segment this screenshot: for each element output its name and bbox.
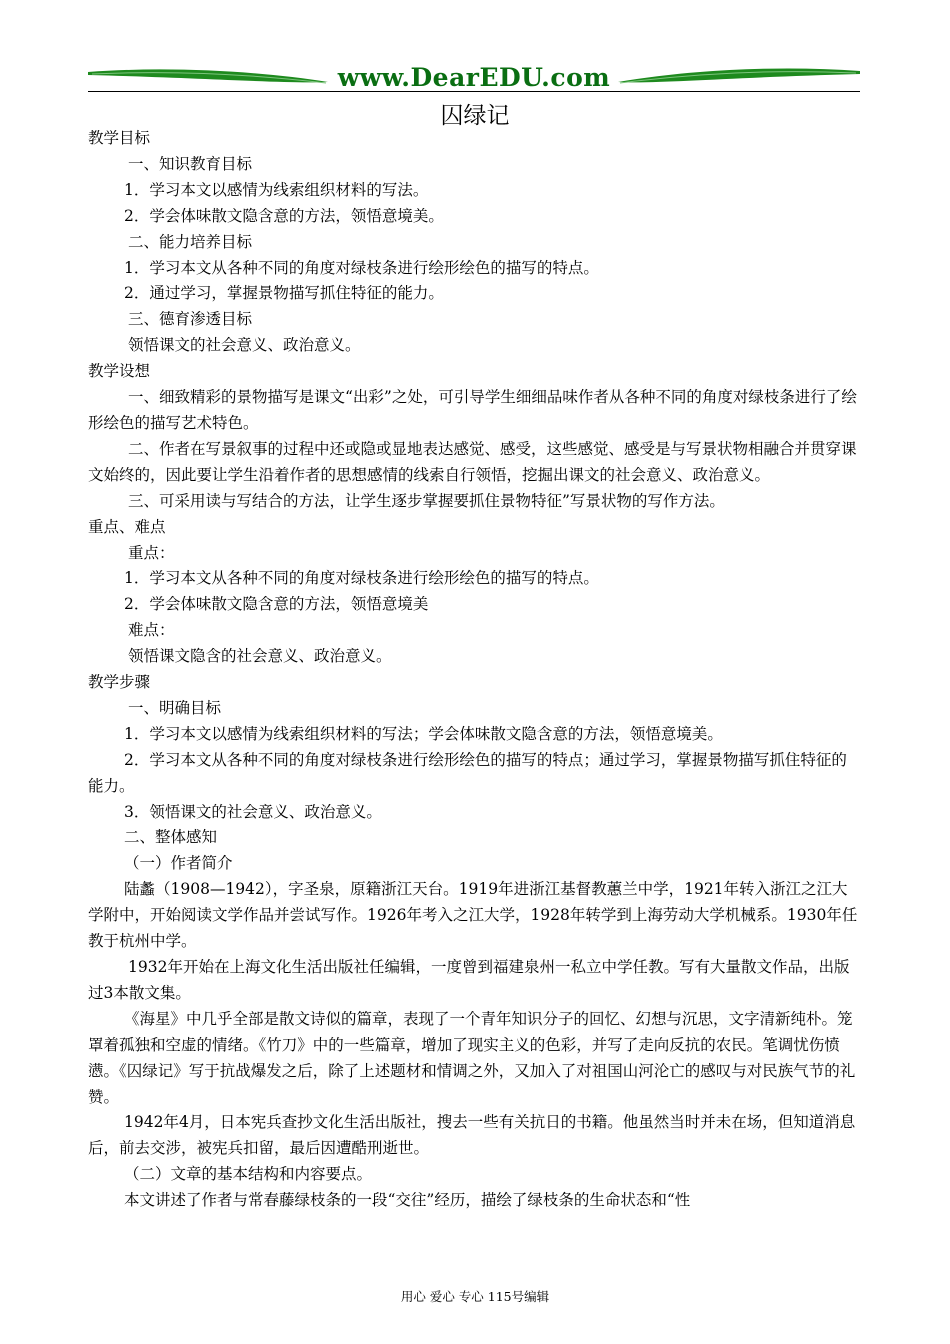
site-banner (88, 62, 860, 94)
header-divider (88, 91, 860, 92)
paragraph: 领悟课文的社会意义、政治意义。 (128, 336, 361, 355)
paragraph: 二、整体感知 (124, 828, 218, 847)
document-body (88, 126, 860, 1214)
paragraph: 1．学习本文以感情为线索组织材料的写法。 (124, 180, 429, 199)
paragraph: 三、德育渗透目标 (128, 310, 253, 329)
paragraph: 一、知识教育目标 (128, 154, 253, 173)
paragraph: 领悟课文隐含的社会意义、政治意义。 (128, 647, 392, 666)
paragraph: 二、作者在写景叙事的过程中还或隐或显地表达感觉、感受，这些感觉、感受是与写景状物相融合并贯穿课文始终的，因此要让学生沿着作者的思想感情的线索自行领悟，挖掘出课文的社会意义、政治意义。 (88, 439, 857, 484)
paragraph: 1942年4月，日本宪兵查抄文化生活出版社，搜去一些有关抗日的书籍。他虽然当时并未在场，但知道消息后，前去交涉，被宪兵扣留，最后因遭酷刑逝世。 (88, 1113, 856, 1158)
paragraph: （二）文章的基本结构和内容要点。 (124, 1165, 373, 1184)
paragraph: 本文讲述了作者与常春藤绿枝条的一段“交往”经历，描绘了绿枝条的生命状态和“性 (124, 1191, 691, 1210)
paragraph: 一、明确目标 (128, 698, 222, 717)
paragraph: （一）作者简介 (124, 854, 233, 873)
paragraph: 2．学习本文从各种不同的角度对绿枝条进行绘形绘色的描写的特点；通过学习，掌握景物描写抓住特征的能力。 (88, 750, 847, 795)
paragraph: 3．领悟课文的社会意义、政治意义。 (124, 802, 382, 821)
paragraph: 2．学会体味散文隐含意的方法，领悟意境美。 (124, 206, 444, 225)
paragraph: 1．学习本文从各种不同的角度对绿枝条进行绘形绘色的描写的特点。 (124, 258, 599, 277)
page-footer: 用心 爱心 专心 115号编辑 (400, 1289, 550, 1304)
paragraph: 《海星》中几乎全部是散文诗似的篇章，表现了一个青年知识分子的回忆、幻想与沉思，文字清新纯朴。笼罩着孤独和空虚的情绪。《竹刀》中的一些篇章，增加了现实主义的色彩，并写了走向反抗的农民。笔调忧伤愤懑。《囚绿记》写于抗战爆发之后，除了上述题材和情调之外，又加入了对祖国山河沦亡的感叹与对民族气节的礼赞。 (88, 1009, 856, 1106)
paragraph: 难点： (128, 621, 175, 640)
paragraph: 2．通过学习，掌握景物描写抓住特征的能力。 (124, 284, 444, 303)
paragraph: 1932年开始在上海文化生活出版社任编辑，一度曾到福建泉州一私立中学任教。写有大量散文作品，出版过3本散文集。 (88, 958, 850, 1002)
paragraph: 1．学习本文以感情为线索组织材料的写法；学会体味散文隐含意的方法，领悟意境美。 (124, 724, 723, 743)
site-logo-text[interactable]: www.DearEDU.com (337, 63, 611, 92)
section-heading: 教学设想 (88, 362, 151, 381)
section-heading: 教学目标 (88, 129, 151, 147)
paragraph: 一、细致精彩的景物描写是课文“出彩”之处，可引导学生细细品味作者从各种不同的角度对绿枝条进行了绘形绘色的描写艺术特色。 (88, 388, 857, 432)
section-heading: 教学步骤 (88, 673, 151, 692)
paragraph: 陆蠡（1908—1942），字圣泉，原籍浙江天台。1919年进浙江基督教蕙兰中学，1921年转入浙江之江大学附中，开始阅读文学作品并尝试写作。1926年考入之江大学，1928年转学到上海劳动大学机械系。1930年任教于杭州中学。 (88, 880, 858, 951)
paragraph: 三、可采用读与写结合的方法，让学生逐步掌握要抓住景物特征”写景状物的写作方法。 (128, 491, 725, 510)
section-heading: 重点、难点 (88, 517, 166, 536)
paragraph: 二、能力培养目标 (128, 232, 253, 251)
paragraph: 1．学习本文从各种不同的角度对绿枝条进行绘形绘色的描写的特点。 (124, 569, 599, 588)
paragraph: 重点： (128, 543, 175, 562)
document-title: 囚绿记 (440, 103, 510, 129)
paragraph: 2．学会体味散文隐含意的方法，领悟意境美 (124, 595, 429, 614)
